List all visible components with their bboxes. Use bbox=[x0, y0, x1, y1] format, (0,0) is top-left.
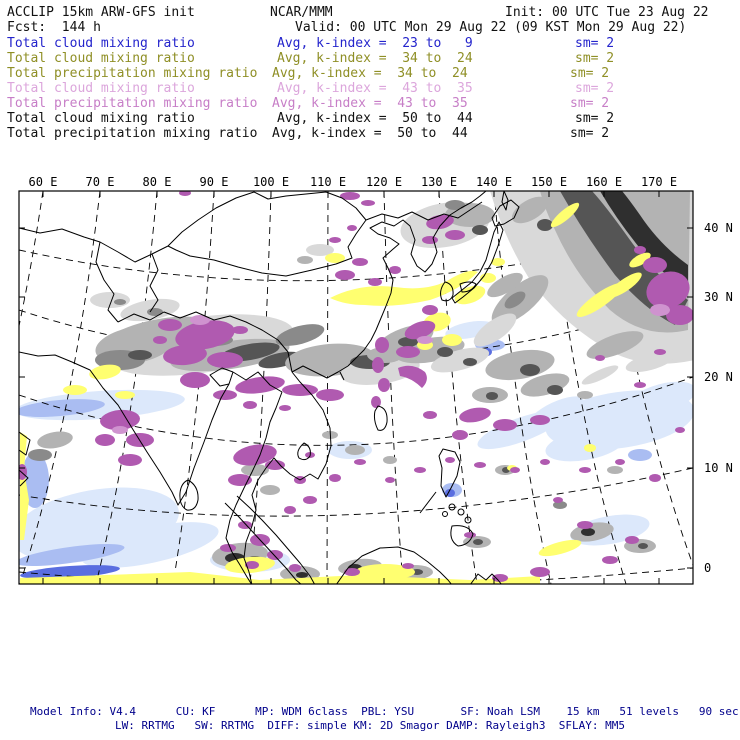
lon-label: 110 E bbox=[309, 175, 347, 189]
lon-label: 130 E bbox=[420, 175, 458, 189]
lon-label: 80 E bbox=[142, 175, 172, 189]
model-info-line1: Model Info: V4.4 CU: KF MP: WDM 6class PBL: YSU SF: Noah LSM 15 km 51 levels 90 sec bbox=[30, 705, 739, 718]
plot-title: ACCLIP 15km ARW-GFS init bbox=[7, 5, 195, 20]
legend-sm-3: sm= 2 bbox=[570, 66, 610, 81]
lon-label: 90 E bbox=[199, 175, 229, 189]
legend-kindex-2: Avg, k-index = 34 to 24 bbox=[277, 51, 473, 66]
legend-label-1: Total cloud mixing ratio bbox=[7, 36, 195, 51]
lat-label: 20 N bbox=[704, 370, 733, 384]
lon-label: 100 E bbox=[252, 175, 290, 189]
legend-sm-1: sm= 2 bbox=[575, 36, 615, 51]
lon-label: 120 E bbox=[365, 175, 403, 189]
fcst-hour: Fcst: 144 h bbox=[7, 20, 101, 35]
org-label: NCAR/MMM bbox=[270, 5, 333, 20]
legend-kindex-4: Avg, k-index = 43 to 35 bbox=[277, 81, 473, 96]
lon-label: 140 E bbox=[475, 175, 513, 189]
lon-label: 160 E bbox=[585, 175, 623, 189]
lon-label: 150 E bbox=[530, 175, 568, 189]
lon-label: 60 E bbox=[28, 175, 58, 189]
legend-label-3: Total precipitation mixing ratio bbox=[7, 66, 258, 81]
legend-kindex-7: Avg, k-index = 50 to 44 bbox=[272, 126, 468, 141]
legend-label-5: Total precipitation mixing ratio bbox=[7, 96, 258, 111]
legend-label-7: Total precipitation mixing ratio bbox=[7, 126, 258, 141]
legend-sm-4: sm= 2 bbox=[575, 81, 615, 96]
legend-kindex-3: Avg, k-index = 34 to 24 bbox=[272, 66, 468, 81]
legend-sm-7: sm= 2 bbox=[570, 126, 610, 141]
legend-label-4: Total cloud mixing ratio bbox=[7, 81, 195, 96]
legend-kindex-6: Avg, k-index = 50 to 44 bbox=[277, 111, 473, 126]
legend-kindex-1: Avg, k-index = 23 to 9 bbox=[277, 36, 473, 51]
latitude-axis bbox=[704, 221, 733, 575]
model-info-line2: LW: RRTMG SW: RRTMG DIFF: simple KM: 2D Smagor DAMP: Rayleigh3 SFLAY: MM5 bbox=[115, 719, 625, 732]
lat-label: 30 N bbox=[704, 290, 733, 304]
lon-label: 170 E bbox=[640, 175, 678, 189]
longitude-axis bbox=[29, 175, 678, 189]
legend-sm-2: sm= 2 bbox=[575, 51, 615, 66]
legend-kindex-5: Avg, k-index = 43 to 35 bbox=[272, 96, 468, 111]
legend-label-6: Total cloud mixing ratio bbox=[7, 111, 195, 126]
lat-label: 40 N bbox=[704, 221, 733, 235]
legend-sm-5: sm= 2 bbox=[570, 96, 610, 111]
legend-label-2: Total cloud mixing ratio bbox=[7, 51, 195, 66]
valid-time: Valid: 00 UTC Mon 29 Aug 22 (09 KST Mon 29 Aug 22) bbox=[295, 20, 687, 35]
legend-sm-6: sm= 2 bbox=[575, 111, 615, 126]
init-time: Init: 00 UTC Tue 23 Aug 22 bbox=[505, 5, 709, 20]
lat-label: 10 N bbox=[704, 461, 733, 475]
lon-label: 70 E bbox=[85, 175, 115, 189]
lat-label: 0 bbox=[704, 561, 712, 575]
